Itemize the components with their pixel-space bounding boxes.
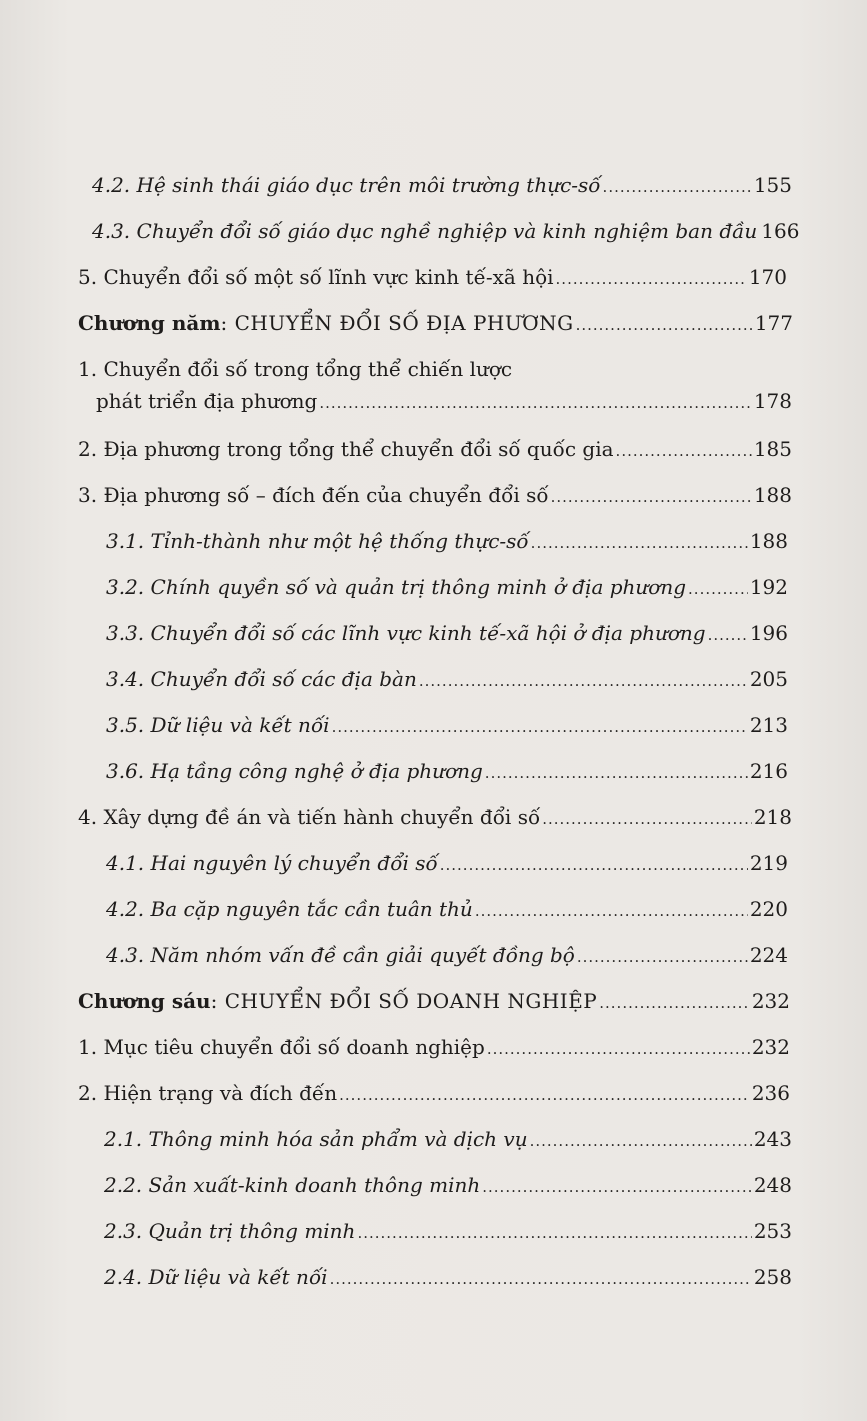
toc-entry <box>106 712 788 740</box>
chapter-name: : CHUYỂN ĐỔI SỐ DOANH NGHIỆP <box>210 989 598 1013</box>
toc-leader-dots <box>530 1128 752 1154</box>
toc-page-number: 243 <box>753 1127 792 1151</box>
toc-entry-title-line2: phát triển địa phương <box>96 389 318 413</box>
toc-leader-dots <box>576 312 753 338</box>
toc-leader-dots <box>542 806 752 832</box>
toc-leader-dots <box>616 438 752 464</box>
toc-entry-title: 3.5. Dữ liệu và kết nối <box>106 713 330 737</box>
toc-leader-dots <box>603 174 752 200</box>
toc-leader-dots <box>485 760 748 786</box>
toc-entry-title: 3.2. Chính quyền số và quản trị thông minh ở địa phương <box>106 575 687 599</box>
toc-page-number: 177 <box>754 311 793 335</box>
toc-page-number: 170 <box>748 265 787 289</box>
toc-entry-title: 3.3. Chuyển đổi số các lĩnh vực kinh tế-xã hội ở địa phương <box>106 621 706 645</box>
toc-entry <box>106 666 788 694</box>
toc-page-number: 196 <box>749 621 788 645</box>
toc-page-number: 253 <box>753 1219 792 1243</box>
toc-entry-title: 2. Hiện trạng và đích đến <box>78 1081 338 1105</box>
toc-entry <box>106 896 788 924</box>
toc-entry-title: 3. Địa phương số – đích đến của chuyển đổi số <box>78 483 549 507</box>
toc-entry-title: 4.1. Hai nguyên lý chuyển đổi số <box>106 851 438 875</box>
toc-entry-title: 3.4. Chuyển đổi số các địa bàn <box>106 667 417 691</box>
toc-leader-dots <box>482 1174 752 1200</box>
chapter-name: : CHUYỂN ĐỔI SỐ ĐỊA PHƯƠNG <box>220 311 574 335</box>
toc-page-number: 220 <box>749 897 788 921</box>
toc-leader-dots <box>599 990 750 1016</box>
toc-leader-dots <box>319 390 752 416</box>
toc-leader-dots <box>440 852 748 878</box>
toc-page-number: 224 <box>749 943 788 967</box>
toc-page-number: 218 <box>753 805 792 829</box>
toc-entry <box>106 620 788 648</box>
toc-leader-dots <box>577 944 748 970</box>
toc-page-number: 188 <box>753 483 792 507</box>
toc-page-number: 185 <box>753 437 792 461</box>
toc-page-number: 155 <box>753 173 792 197</box>
toc-entry-title: 4. Xây dựng đề án và tiến hành chuyển đổi số <box>78 805 541 829</box>
toc-leader-dots <box>419 668 748 694</box>
toc-page-number: 258 <box>753 1265 792 1289</box>
toc-entry-title: 2.4. Dữ liệu và kết nối <box>104 1265 328 1289</box>
toc-entry <box>104 1218 792 1246</box>
toc-entry <box>78 1034 790 1062</box>
toc-entry <box>106 574 788 602</box>
toc-entry <box>78 264 787 292</box>
toc-entry-title: 3.6. Hạ tầng công nghệ ở địa phương <box>106 759 483 783</box>
toc-entry-title: 4.2. Ba cặp nguyên tắc cần tuân thủ <box>106 897 473 921</box>
toc-leader-dots <box>332 714 748 740</box>
toc-entry <box>78 1080 790 1108</box>
toc-entry <box>92 218 800 246</box>
toc-entry <box>78 804 792 832</box>
toc-entry <box>96 388 792 416</box>
toc-entry <box>104 1264 792 1292</box>
toc-page-number: 232 <box>751 989 790 1013</box>
toc-entry <box>106 528 788 556</box>
toc-page-number: 192 <box>749 575 788 599</box>
toc-page-number: 219 <box>749 851 788 875</box>
toc-entry <box>106 942 788 970</box>
toc-chapter-title <box>78 988 597 1014</box>
toc-page-number: 232 <box>751 1035 790 1059</box>
toc-page-number: 213 <box>749 713 788 737</box>
toc-leader-dots <box>487 1036 750 1062</box>
toc-leader-dots <box>330 1266 752 1292</box>
toc-entry-title: 2.2. Sản xuất-kinh doanh thông minh <box>104 1173 481 1197</box>
toc-entry-title: 2.3. Quản trị thông minh <box>104 1219 356 1243</box>
toc-page-number: 178 <box>753 389 792 413</box>
toc-chapter-entry <box>78 988 790 1016</box>
toc-leader-dots <box>475 898 748 924</box>
chapter-label: Chương sáu <box>78 989 211 1013</box>
toc-entry <box>104 1126 792 1154</box>
toc-leader-dots <box>531 530 748 556</box>
toc-page-number: 166 <box>761 219 800 243</box>
toc-leader-dots <box>357 1220 751 1246</box>
toc-entry-title: 4.3. Chuyển đổi số giáo dục nghề nghiệp và kinh nghiệm ban đầu <box>92 219 758 243</box>
toc-leader-dots <box>556 266 747 292</box>
toc-chapter-entry <box>78 310 793 338</box>
toc-leader-dots <box>708 622 748 648</box>
toc-entry <box>78 482 792 510</box>
toc-entry-title: 4.2. Hệ sinh thái giáo dục trên môi trường thực-số <box>92 173 601 197</box>
toc-page-number: 216 <box>749 759 788 783</box>
toc-entry-title: 5. Chuyển đổi số một số lĩnh vực kinh tế-xã hội <box>78 265 554 289</box>
toc-leader-dots <box>551 484 752 510</box>
toc-entry-title-line1: 1. Chuyển đổi số trong tổng thể chiến lược <box>78 357 513 381</box>
chapter-label: Chương năm <box>78 311 221 335</box>
toc-entry-title: 2. Địa phương trong tổng thể chuyển đổi số quốc gia <box>78 437 614 461</box>
toc-chapter-title <box>78 310 574 336</box>
toc-entry <box>92 172 792 200</box>
toc-page-number: 248 <box>753 1173 792 1197</box>
toc-entry <box>78 436 792 464</box>
toc-leader-dots <box>339 1082 750 1108</box>
toc-entry-title: 2.1. Thông minh hóa sản phẩm và dịch vụ <box>104 1127 528 1151</box>
toc-page-number: 188 <box>749 529 788 553</box>
toc-entry <box>106 758 788 786</box>
toc-page-number: 205 <box>749 667 788 691</box>
toc-entry-title: 4.3. Năm nhóm vấn đề cần giải quyết đồng bộ <box>106 943 575 967</box>
toc-entry-title: 3.1. Tỉnh-thành như một hệ thống thực-số <box>106 529 529 553</box>
toc-leader-dots <box>688 576 748 602</box>
toc-page-number: 236 <box>751 1081 790 1105</box>
toc-entry <box>106 850 788 878</box>
toc-entry-title: 1. Mục tiêu chuyển đổi số doanh nghiệp <box>78 1035 485 1059</box>
toc-entry <box>104 1172 792 1200</box>
